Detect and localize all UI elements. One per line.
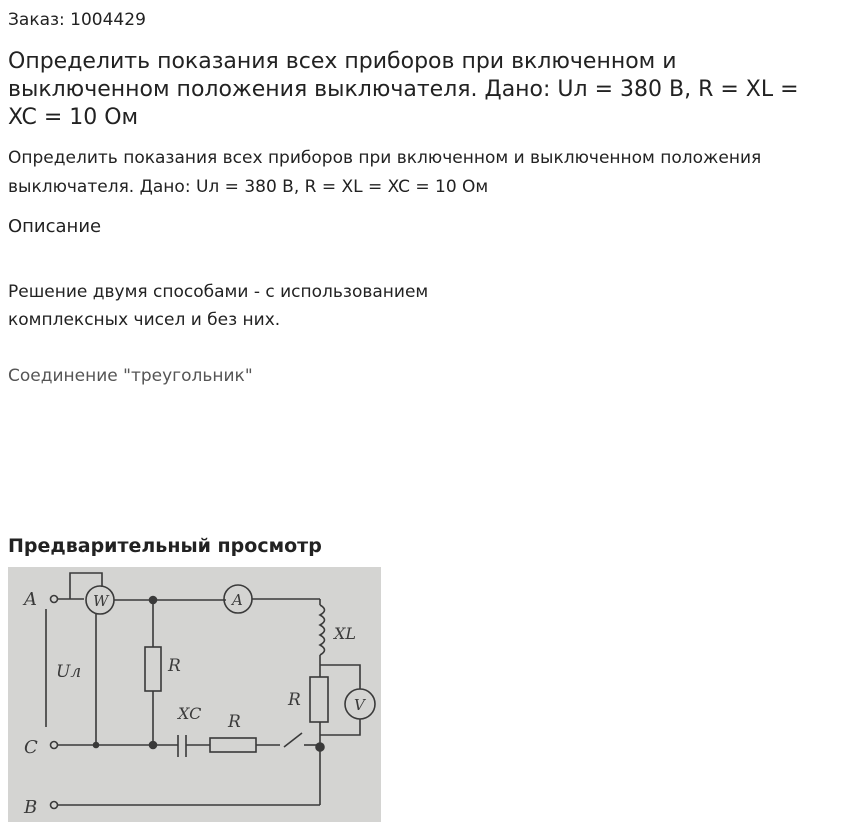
label-phase-b: B (24, 797, 38, 818)
task-statement: Определить показания всех приборов при включенном и выключенном положения выключателя. Дано: Uл = 380 В, R = XL = XC = 10 Ом (8, 148, 762, 197)
resistor-bottom-icon (210, 738, 256, 752)
resistor-bottom-label: R (228, 712, 241, 732)
ammeter-label: A (232, 591, 243, 609)
inductor-label: XL (334, 624, 357, 643)
label-phase-c: C (24, 737, 38, 758)
voltmeter-label: V (354, 696, 365, 714)
resistor-right-icon (310, 677, 328, 722)
resistor-middle-label: R (168, 656, 181, 676)
capacitor-label: XC (178, 704, 202, 723)
line-voltage-label: Uл (56, 662, 82, 682)
connection-type: Соединение "треугольник" (8, 366, 253, 386)
circuit-diagram (8, 567, 381, 822)
description-heading: Описание (8, 216, 102, 237)
wattmeter-label: W (93, 592, 109, 610)
terminal-a (51, 596, 58, 603)
order-number: Заказ: 1004429 (8, 10, 146, 30)
terminal-c (51, 742, 58, 749)
resistor-middle-icon (145, 647, 161, 691)
circuit-diagram-image (8, 567, 381, 822)
preview-heading: Предварительный просмотр (8, 535, 322, 557)
junction-dot (94, 743, 99, 748)
page-title: Определить показания всех приборов при включенном и выключенном положения выключателя. Дано: Uл = 380 В, R = XL = XC = 10 Ом (8, 49, 799, 130)
description-text: Решение двумя способами - с использованием комплексных чисел и без них. (8, 282, 429, 330)
label-phase-a: A (24, 589, 37, 610)
terminal-b (51, 802, 58, 809)
inductor-icon (320, 605, 325, 655)
switch-icon[interactable] (284, 733, 302, 747)
resistor-right-label: R (288, 690, 301, 710)
